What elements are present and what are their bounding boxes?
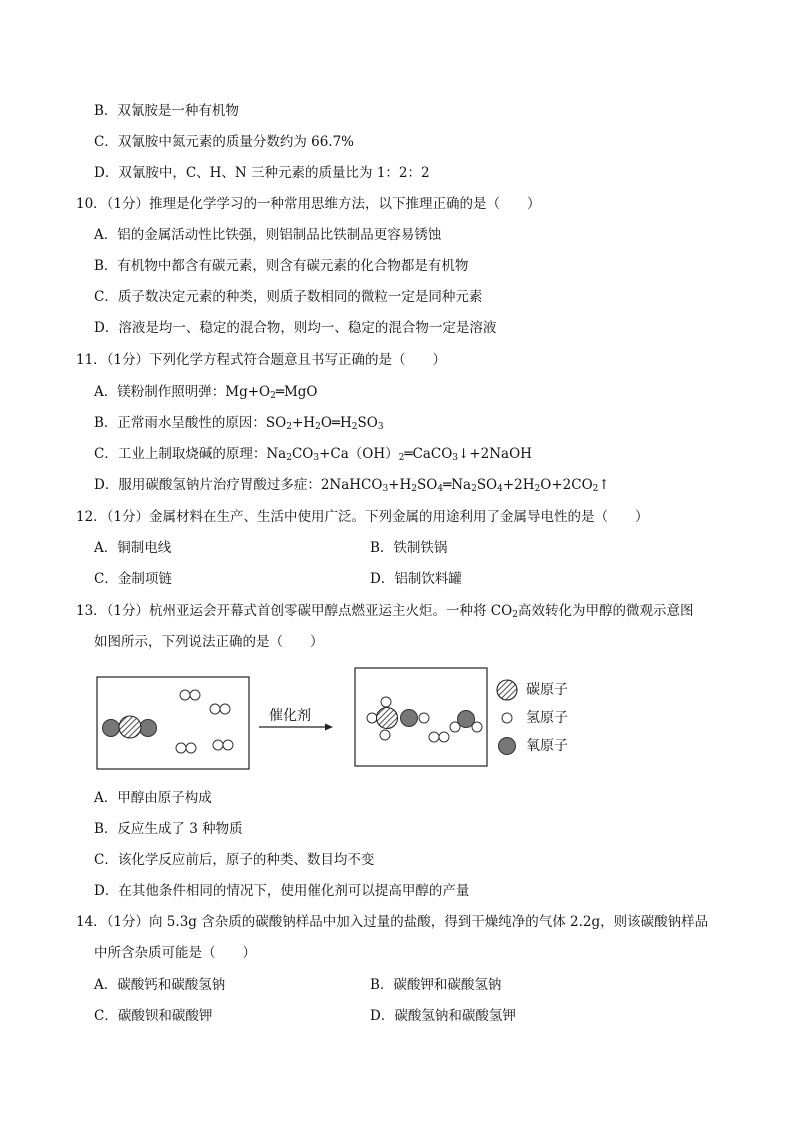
q11-stem: 11．（1分）下列化学方程式符合题意且书写正确的是（ ） — [76, 352, 447, 368]
q12-stem: 12．（1分）金属材料在生产、生活中使用广泛。下列金属的用途利用了金属导电性的是（ ） — [76, 509, 649, 525]
water-molecule — [450, 711, 482, 733]
q13-option-a: A．甲醇由原子构成 — [94, 790, 212, 806]
q11-option-c: C．工业上制取烧碱的原理：$Na_2CO_3+Ca(OH)_2═CaCO_3↓+2NaOH$ — [94, 446, 532, 463]
q13-option-d: D．在其他条件相同的情况下，使用催化剂可以提高甲醇的产量 — [94, 883, 470, 899]
q10-option-c: C．质子数决定元素的种类，则质子数相同的微粒一定是同种元素 — [94, 289, 483, 305]
oxygen-atom-legend-icon — [499, 738, 516, 755]
q11-option-d: D．服用碳酸氢钠片治疗胃酸过多症：$2NaHCO_3+H_2SO_4═Na_2SO_4+2H_2O+2CO_2↑$ — [94, 477, 610, 494]
q13-stem-line2: 如图所示，下列说法正确的是（ ） — [94, 634, 324, 650]
q12-option-c: C．金制项链 — [94, 571, 172, 587]
q13-option-b: B．反应生成了 3 种物质 — [94, 821, 243, 837]
q11-equation-b: $SO_2+H_2O═H_2SO_3$ — [265, 415, 384, 432]
reactants-box — [97, 677, 249, 769]
q9-option-b: B．双氰胺是一种有机物 — [94, 103, 239, 119]
q12-option-d: D．铝制饮料罐 — [370, 571, 462, 587]
q10-option-d: D．溶液是均一、稳定的混合物，则均一、稳定的混合物一定是溶液 — [94, 320, 497, 336]
co2-molecule — [103, 716, 157, 738]
q12-option-b: B．铁制铁锅 — [370, 540, 448, 556]
q10-option-b: B．有机物中都含有碳元素，则含有碳元素的化合物都是有机物 — [94, 258, 469, 274]
legend-hydrogen-label: 氢原子 — [526, 710, 568, 726]
q11-option-a: A．镁粉制作照明弹：$Mg+O_2═MgO$ — [94, 384, 318, 401]
q13-stem-line1: 13．（1分）杭州亚运会开幕式首创零碳甲醇点燃亚运主火炬。一种将 $CO_2$高效转化为甲醇的微观示意图 — [76, 603, 694, 620]
legend-oxygen-label: 氧原子 — [526, 738, 568, 754]
h2-molecule — [210, 704, 230, 714]
carbon-atom-legend-icon — [497, 680, 517, 700]
products-box — [355, 668, 487, 766]
q11-equation-d: $2NaHCO_3+H_2SO_4═Na_2SO_4+2H_2O+2CO_2↑$ — [320, 477, 610, 494]
q14-option-a: A．碳酸钙和碳酸氢钠 — [94, 977, 226, 993]
methanol-molecule — [367, 697, 429, 740]
q10-option-a: A．铝的金属活动性比铁强，则铝制品比铁制品更容易锈蚀 — [94, 227, 442, 243]
q14-option-c: C．碳酸钡和碳酸钾 — [94, 1008, 213, 1024]
q11-equation-a: $Mg+O_2═MgO$ — [225, 384, 318, 401]
hydrogen-atom-legend-icon — [502, 713, 512, 723]
h2-molecule — [180, 690, 200, 700]
q14-stem-line2: 中所含杂质可能是（ ） — [94, 945, 256, 961]
q9-option-d: D．双氰胺中，C、H、N 三种元素的质量比为 1：2：2 — [94, 165, 430, 181]
q14-option-b: B．碳酸钾和碳酸氢钠 — [370, 977, 502, 993]
q13-option-c: C．该化学反应前后，原子的种类、数目均不变 — [94, 852, 375, 868]
catalyst-label: 催化剂 — [269, 708, 311, 724]
reaction-arrow-head — [325, 724, 333, 731]
q14-option-d: D．碳酸氢钠和碳酸氢钾 — [370, 1008, 516, 1024]
h2-molecule — [429, 732, 449, 742]
q14-stem-line1: 14．（1分）向 5.3g 含杂质的碳酸钠样品中加入过量的盐酸，得到干燥纯净的气体 2.2g，则该碳酸钠样品 — [76, 914, 709, 930]
h2-molecule — [176, 743, 196, 753]
q10-stem: 10．（1分）推理是化学学习的一种常用思维方法，以下推理正确的是（ ） — [76, 196, 541, 212]
q9-option-c: C．双氰胺中氮元素的质量分数约为 66.7% — [94, 134, 355, 150]
legend-carbon-label: 碳原子 — [526, 682, 568, 698]
h2-molecule — [213, 740, 233, 750]
q11-option-b: B．正常雨水呈酸性的原因：$SO_2+H_2O═H_2SO_3$ — [94, 415, 384, 432]
q12-option-a: A．铜制电线 — [94, 540, 172, 556]
q11-equation-c: $Na_2CO_3+Ca(OH)_2═CaCO_3↓+2NaOH$ — [266, 446, 532, 463]
